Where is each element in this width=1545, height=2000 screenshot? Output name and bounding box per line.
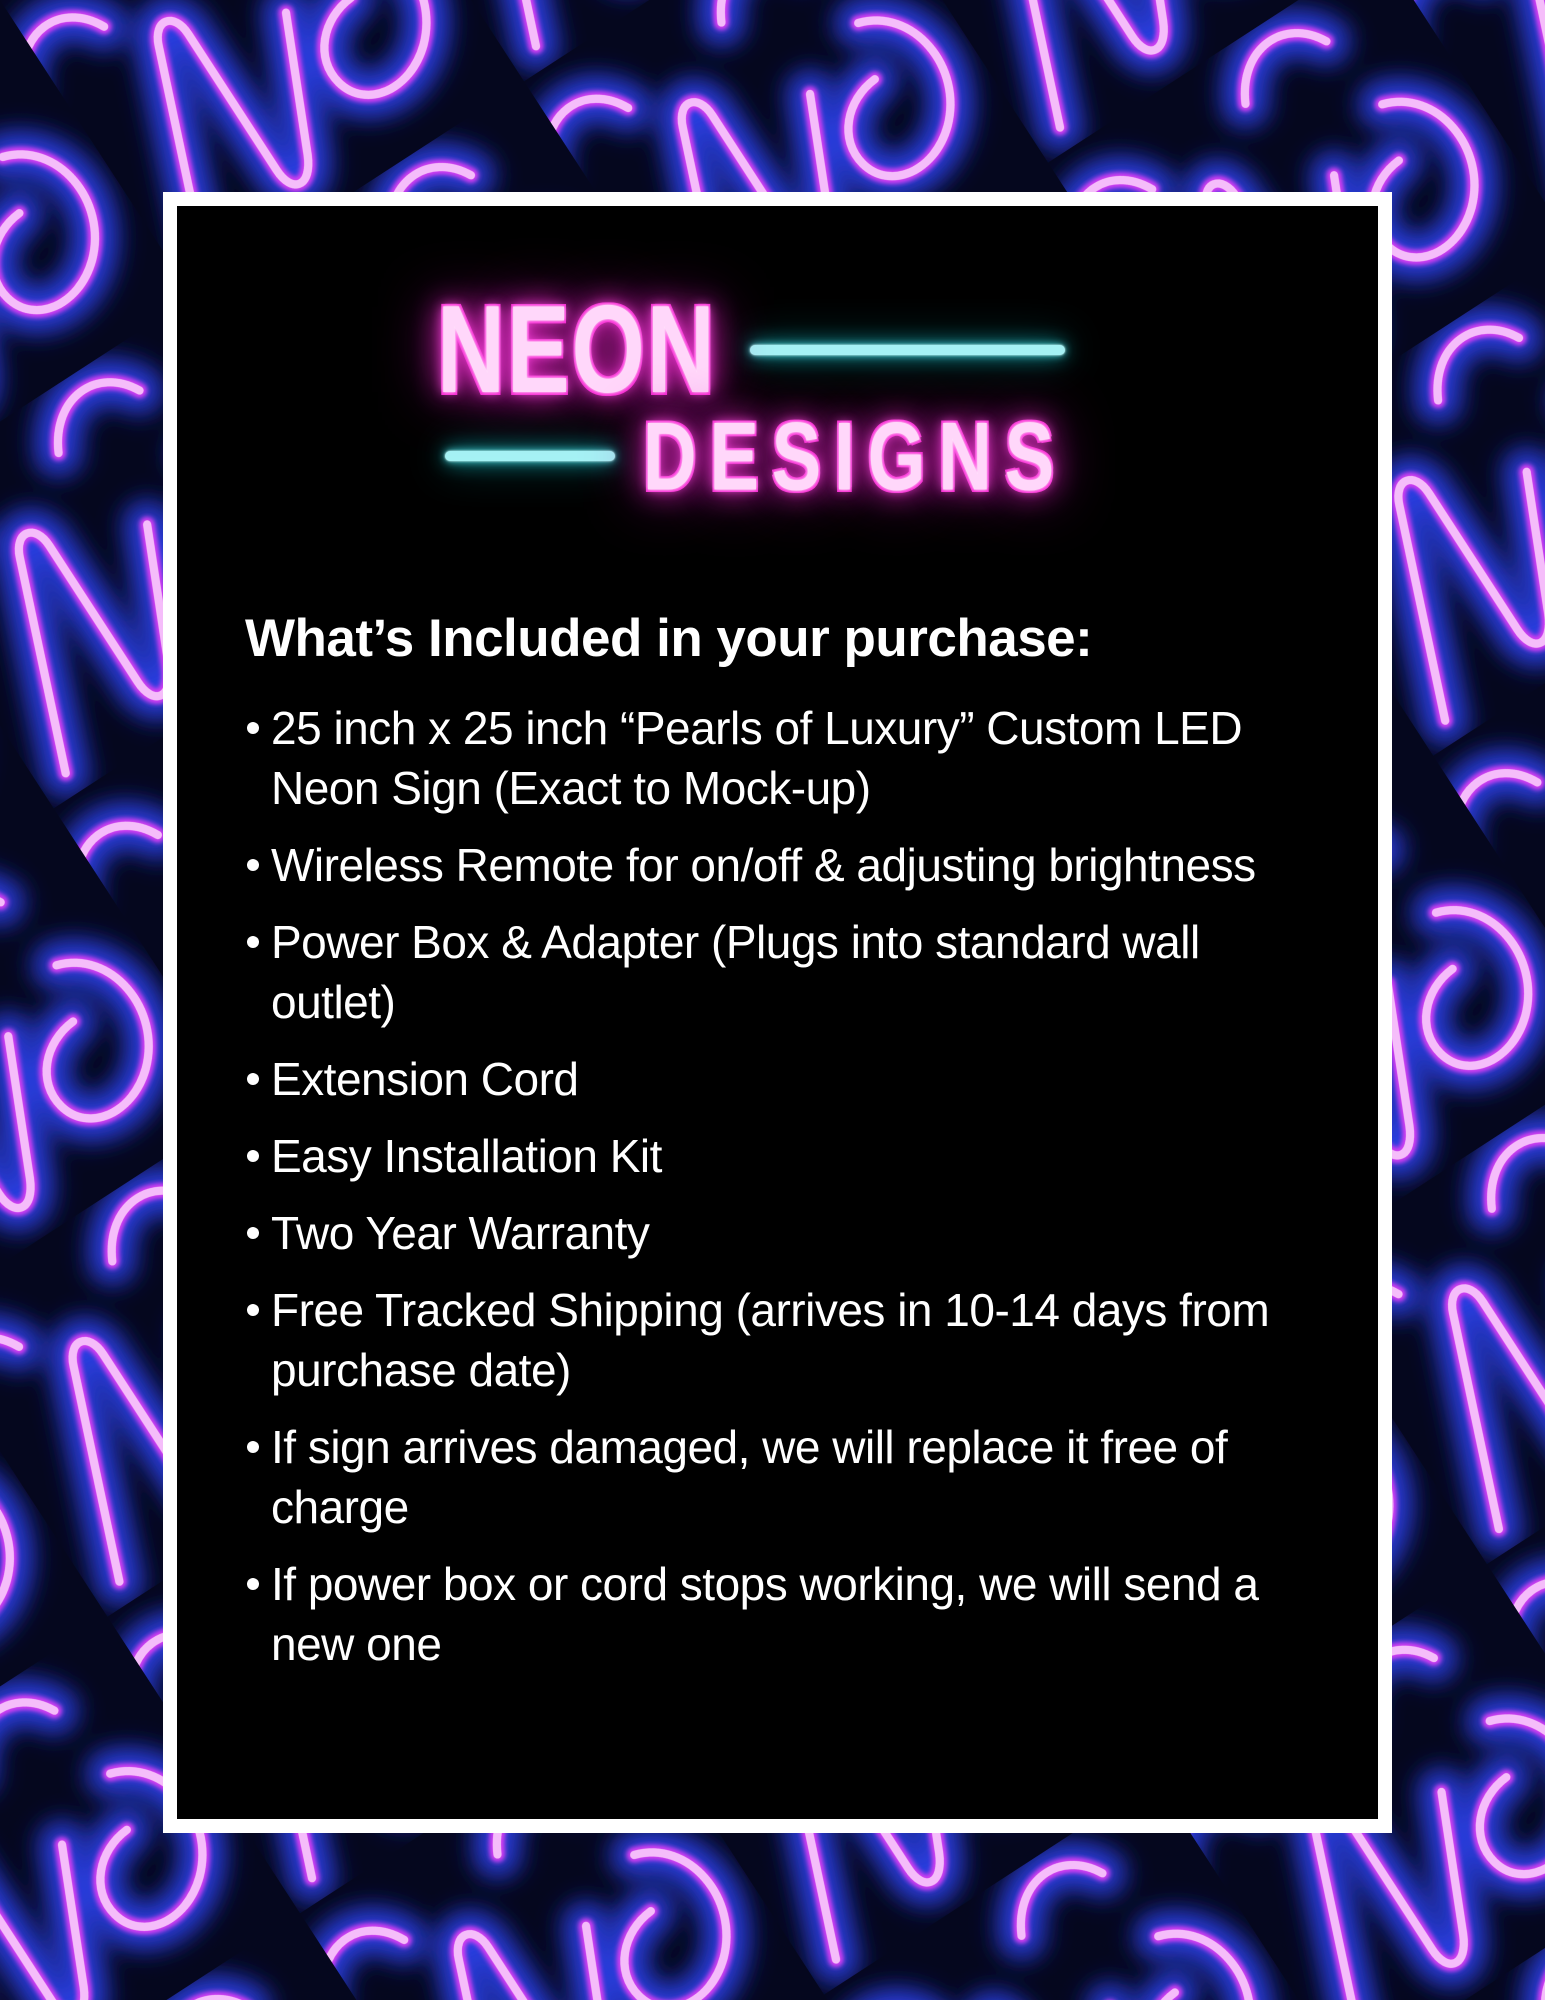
teal-neon-line-top [750, 345, 1065, 355]
content-card [163, 192, 1392, 1833]
list-item: 25 inch x 25 inch “Pearls of Luxury” Custom LED Neon Sign (Exact to Mock-up) [247, 698, 1331, 818]
logo-text-designs: DESIGNS [643, 402, 1068, 510]
list-item: Extension Cord [247, 1049, 1331, 1109]
list-item: Two Year Warranty [247, 1203, 1331, 1263]
list-item: Easy Installation Kit [247, 1126, 1331, 1186]
included-items-list [247, 698, 1331, 1674]
logo-text-neon: NEON [437, 280, 717, 419]
list-item: Wireless Remote for on/off & adjusting brightness [247, 835, 1331, 895]
list-item: Free Tracked Shipping (arrives in 10-14 days from purchase date) [247, 1280, 1331, 1400]
neon-designs-logo [177, 280, 1378, 510]
list-item: If sign arrives damaged, we will replace it free of charge [247, 1417, 1331, 1537]
list-item: Power Box & Adapter (Plugs into standard wall outlet) [247, 912, 1331, 1032]
logo-row-top [437, 280, 1378, 419]
logo-row-bottom [445, 402, 1378, 510]
teal-neon-line-bottom [445, 451, 615, 461]
list-item: If power box or cord stops working, we will send a new one [247, 1554, 1331, 1674]
page-title: What’s Included in your purchase: [245, 609, 1093, 668]
